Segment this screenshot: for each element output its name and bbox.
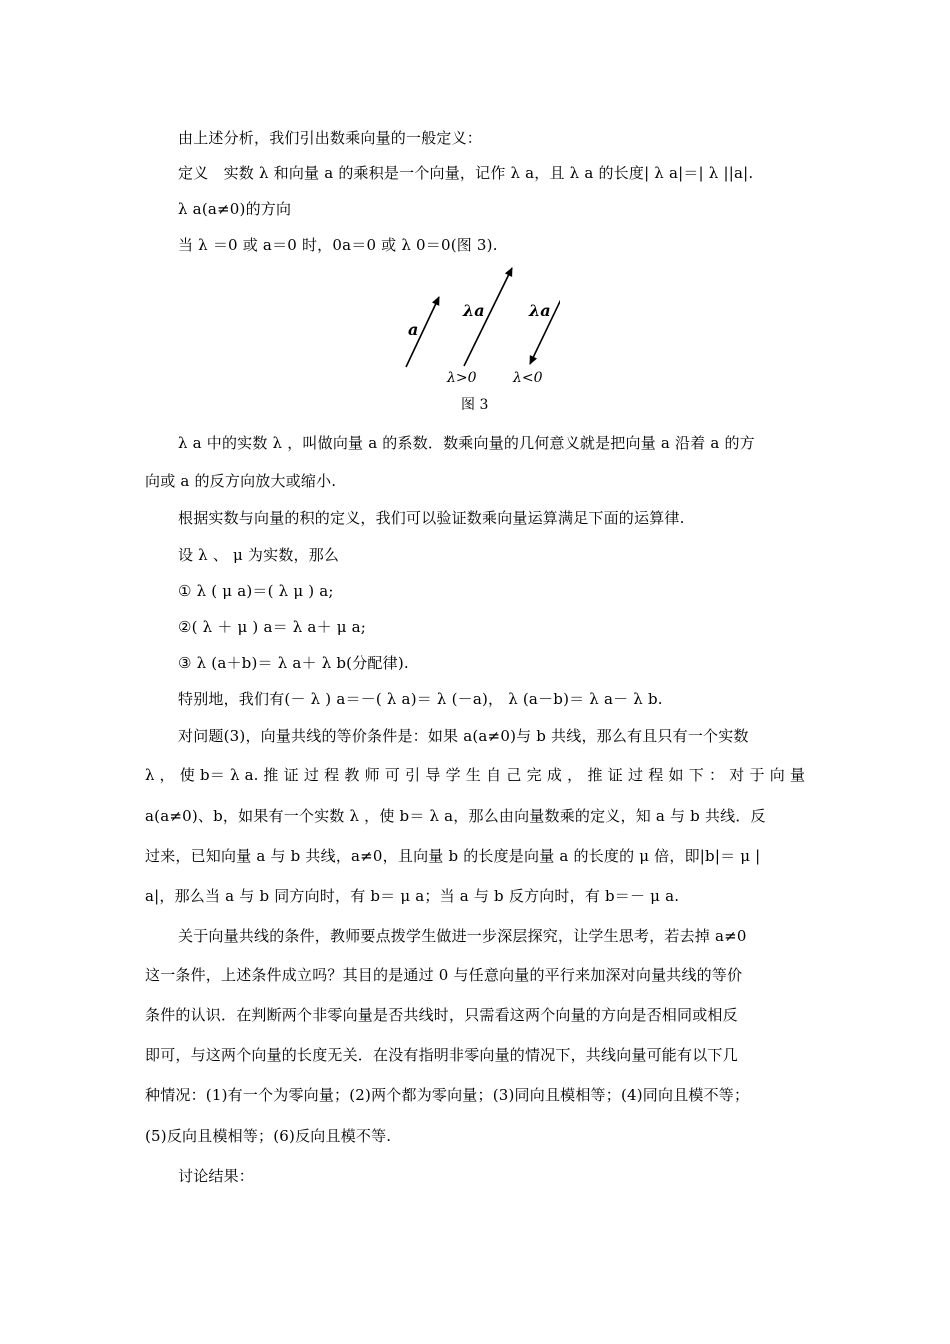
text-line-2: 定义 实数 λ 和向量 a 的乘积是一个向量，记作 λ a，且 λ a 的长度| λ a|＝| λ ||a|. — [178, 164, 754, 182]
text-line-6: 向或 a 的反方向放大或缩小. — [145, 472, 337, 490]
label-lambda-a-negative: λa — [529, 301, 551, 320]
text-line-23: (5)反向且模相等；(6)反向且模不等. — [145, 1127, 392, 1145]
text-line-9: ① λ ( μ a)＝( λ μ ) a; — [178, 582, 334, 600]
text-line-8: 设 λ 、 μ 为实数，那么 — [178, 546, 340, 564]
text-line-16: 过来，已知向量 a 与 b 共线，a≠0，且向量 b 的长度是向量 a 的长度的 μ 倍，即|b|＝ μ | — [145, 847, 761, 865]
label-lambda-a-positive: λa — [463, 301, 485, 320]
text-line-24: 讨论结果： — [178, 1167, 255, 1185]
text-line-1: 由上述分析，我们引出数乘向量的一般定义： — [178, 129, 483, 147]
text-line-17: a|，那么当 a 与 b 同方向时，有 b＝ μ a；当 a 与 b 反方向时，有 b＝－ μ a. — [145, 887, 680, 905]
text-line-14: λ ， 使 b＝ λ a. 推 证 过 程 教 师 可 引 导 学 生 自 己 完 成 ， 推 证 过 程 如 下 ： 对 于 向 量 — [145, 766, 805, 784]
text-line-21: 即可，与这两个向量的长度无关．在没有指明非零向量的情况下，共线向量可能有以下几 — [145, 1046, 738, 1064]
text-line-7: 根据实数与向量的积的定义，我们可以验证数乘向量运算满足下面的运算律. — [178, 509, 685, 527]
label-lambda-negative: λ<0 — [513, 370, 543, 386]
label-a: a — [408, 320, 419, 339]
text-line-4: 当 λ ＝0 或 a＝0 时，0a＝0 或 λ 0＝0(图 3). — [178, 236, 498, 254]
figure-caption: 图 3 — [461, 397, 489, 413]
text-line-3: λ a(a≠0)的方向 — [178, 200, 292, 218]
text-line-20: 条件的认识．在判断两个非零向量是否共线时，只需看这两个向量的方向是否相同或相反 — [145, 1006, 738, 1024]
text-line-18: 关于向量共线的条件，教师要点拨学生做进一步深层探究，让学生思考，若去掉 a≠0 — [178, 927, 747, 945]
text-line-11: ③ λ (a＋b)＝ λ a＋ λ b(分配律). — [178, 654, 409, 672]
text-line-10: ②( λ ＋ μ ) a＝ λ a＋ μ a; — [178, 618, 367, 636]
text-line-19: 这一条件，上述条件成立吗？其目的是通过 0 与任意向量的平行来加深对向量共线的等价 — [145, 966, 743, 984]
label-lambda-positive: λ>0 — [447, 370, 477, 386]
text-line-5: λ a 中的实数 λ ，叫做向量 a 的系数．数乘向量的几何意义就是把向量 a 沿着 a 的方 — [178, 434, 755, 452]
text-line-12: 特别地，我们有(－ λ ) a＝－( λ a)＝ λ (－a)， λ (a－b)＝ λ a－ λ b. — [178, 690, 663, 708]
text-line-22: 种情况：(1)有一个为零向量；(2)两个都为零向量；(3)同向且模相等；(4)同向且模不等； — [145, 1086, 750, 1104]
text-line-13: 对问题(3)，向量共线的等价条件是：如果 a(a≠0)与 b 共线，那么有且只有一个实数 — [178, 727, 749, 745]
text-line-15: a(a≠0)、b，如果有一个实数 λ ，使 b＝ λ a，那么由向量数乘的定义，知 a 与 b 共线．反 — [145, 807, 766, 825]
figure-3-vectors — [400, 262, 560, 387]
